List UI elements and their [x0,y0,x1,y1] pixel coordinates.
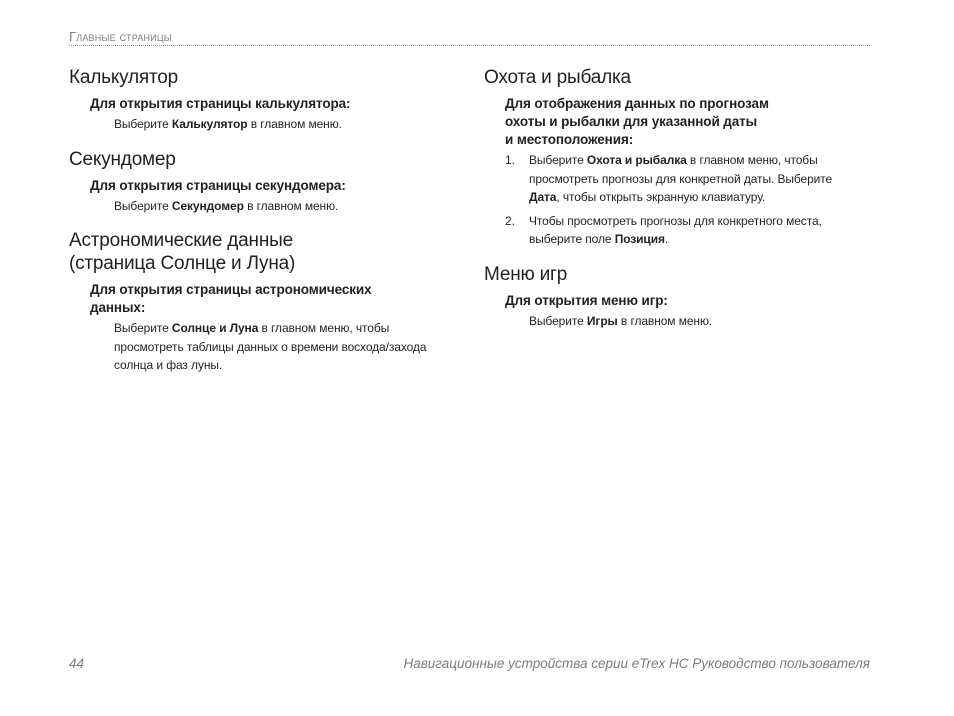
instruction-text: Выберите Игры в главном меню. [529,313,713,328]
section-astronomy [69,229,454,375]
step-number: 1. [505,153,515,167]
procedure-title: Для открытия страницы секундомера: [90,177,346,193]
running-header [69,28,870,46]
procedure-title: Для открытия страницы астрономических данных: [90,282,372,315]
section-heading: Меню игр [484,263,568,285]
section-heading: Охота и рыбалка [484,67,631,88]
section-heading: Секундомер [69,148,176,170]
section-heading: Астрономические данные (страница Солнце и Луна) [69,230,296,274]
step-item: 1. Выберите Охота и рыбалка в главном меню, чтобы просмотреть прогнозы для конкретной даты. Выберите Дата, чтобы открыть экранную клавиатуру. [505,153,833,204]
left-column [69,66,454,389]
right-column [484,66,870,344]
section-hunting-fishing [484,66,870,249]
procedure-title: Для открытия страницы калькулятора: [90,96,351,111]
instruction-text: Выберите Калькулятор в главном меню. [114,117,342,131]
section-games-menu [484,263,870,331]
section-heading: Калькулятор [69,67,179,88]
procedure-title: Для открытия меню игр: [505,292,668,308]
page-number: 44 [69,656,85,671]
instruction-text: Выберите Секундомер в главном меню. [114,198,339,213]
step-item: 2. Чтобы просмотреть прогнозы для конкретного места, выберите поле Позиция. [505,213,822,246]
page-footer [69,656,870,674]
instruction-text: Выберите Солнце и Луна в главном меню, чтобы просмотреть таблицы данных о времени восхода/захода солнца и фаз луны. [114,321,427,372]
section-calculator [69,66,454,134]
header-title: Главные страницы [69,29,172,44]
footer-title: Навигационные устройства серии eTrex HC Руководство пользователя [403,656,870,671]
procedure-title: Для отображения данных по прогнозам охоты и рыбалки для указанной даты и местоположения: [505,96,769,147]
step-number: 2. [505,213,515,228]
section-stopwatch [69,148,454,216]
